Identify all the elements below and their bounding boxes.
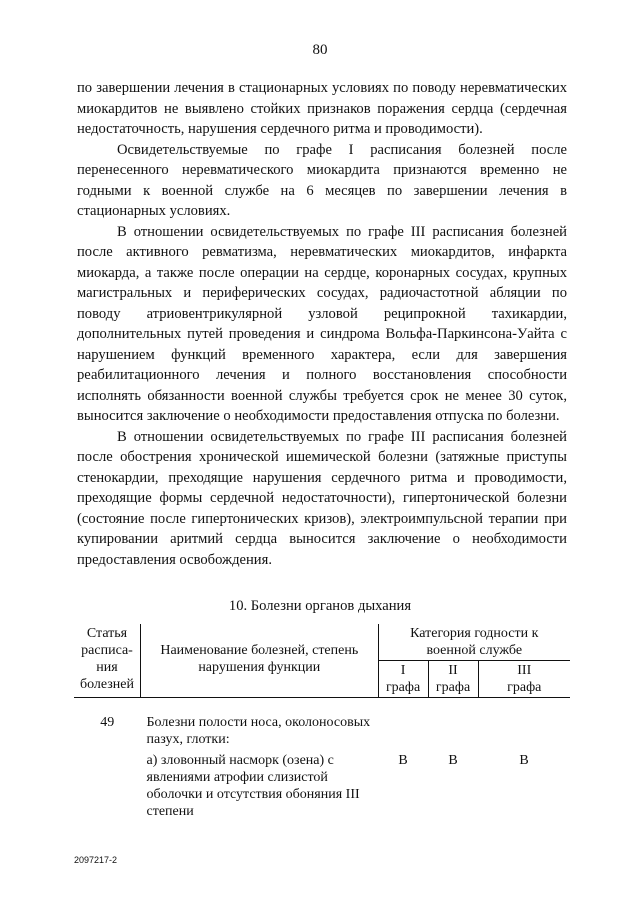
column-header-article: Статья расписа-ния болезней [74,624,141,698]
document-code: 2097217-2 [74,855,118,865]
grafa-label: графа [507,680,542,695]
grafa-number: III [517,663,532,678]
grade-grafa-3: В [519,753,529,768]
paragraph: В отношении освидетельствуемых по графе III расписания болезней после активного ревматизма, неревматических миокардитов, инфаркта миокарда, а также после операции на сердце, коронарных сосудах, крупных магистральных и периферических сосудах, радиочастотной абляции по поводу атриовентрикулярной узловой реципрокной тахикардии, дополнительных путей проведения и синдрома Вольфа-Паркинсона-Уайта с нарушением функций временного характера, если для завершения реабилитационного лечения и полного восстановления способности исполнять обязанности военной службы требуется срок не менее 30 суток, выносится заключение о необходимости предоставления отпуска по болезни. [77,223,567,424]
grafa-number: I [400,663,406,678]
paragraph: В отношении освидетельствуемых по графе III расписания болезней после обострения хронической ишемической болезни (затяжные приступы стенокардии, преходящие нарушения сердечного ритма и проводимости, преходящие формы сердечной недостаточности), гипертонической болезни (состояние после гипертонических кризов), электроимпульсной терапии при купировании аритмий сердца выносится заключение о необходимости предоставления освобождения. [77,428,567,568]
diseases-table [74,624,570,820]
column-header-category: Категория годности к военной службе [378,624,570,661]
disease-group-title: Болезни полости носа, околоносовых пазух, глотки: [146,715,371,747]
grafa-label: графа [435,680,471,695]
paragraph: по завершении лечения в стационарных условиях по поводу неревматических миокардитов не выявлено стойких признаков поражения сердца (сердечная недостаточность, нарушения сердечного ритма и проводимости). [77,80,567,137]
article-number: 49 [100,715,115,730]
grade-grafa-1: В [398,753,408,768]
column-header-grafa-1 [378,661,428,698]
disease-subitem: а) зловонный насморк (озена) с явлениями атрофии слизистой оболочки и отсутствия обоняния III степени [146,753,360,819]
grafa-number: II [448,663,458,678]
paragraph: Освидетельствуемые по графе I расписания болезней после перенесенного неревматического миокардита признаются временно не годными к военной службе на 6 месяцев по завершении лечения в стационарных условиях. [77,141,567,219]
page-number: 80 [312,42,328,58]
section-title: 10. Болезни органов дыхания [228,598,412,614]
column-header-name: Наименование болезней, степень нарушения функции [141,624,379,698]
table-row [74,748,570,820]
column-header-grafa-3 [478,661,570,698]
grade-grafa-2: В [448,753,458,768]
table-row [74,714,570,748]
body-text [77,78,567,570]
column-header-grafa-2 [428,661,478,698]
grafa-label: графа [385,680,421,695]
